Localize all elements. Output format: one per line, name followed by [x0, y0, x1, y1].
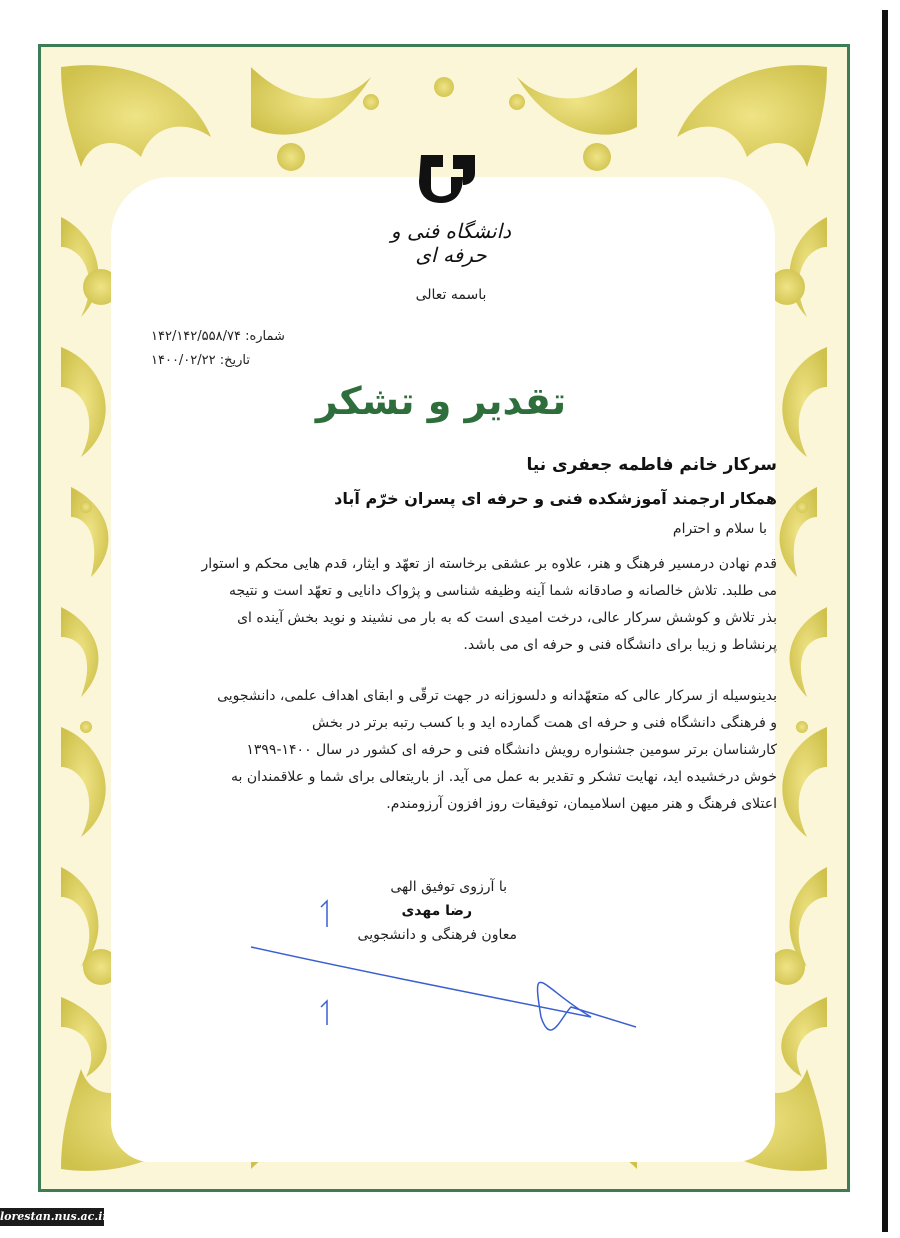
- body-paragraph-1: [137, 551, 777, 659]
- paragraph-line: اعتلای فرهنگ و هنر میهن اسلامیمان، توفیقات روز افزون آرزومندم.: [386, 796, 777, 812]
- paragraph-line: پرنشاط و زیبا برای دانشگاه فنی و حرفه ای می باشد.: [463, 637, 777, 653]
- website-badge: lorestan.nus.ac.ir: [0, 1208, 104, 1226]
- certificate-title: تقدیر و تشکر: [315, 379, 567, 423]
- certificate-content: [41, 47, 847, 1189]
- signer-role: معاون فرهنگی و دانشجویی: [357, 927, 517, 943]
- certificate-frame: [38, 44, 850, 1192]
- paragraph-line: بذر تلاش و کوشش سرکار عالی، درخت امیدی است که به بار می نشیند و نوید بخش آینده ای: [237, 610, 777, 626]
- university-logo-icon: [413, 147, 483, 207]
- university-logo-text: دانشگاه فنی و حرفه ای: [390, 219, 512, 267]
- signer-name: رضا مهدی: [401, 903, 472, 919]
- letter-number: شماره: ۱۴۲/۱۴۲/۵۵۸/۷۴: [151, 329, 285, 344]
- paragraph-line: و فرهنگی دانشگاه فنی و حرفه ای همت گمارده اید و با کسب رتبه برتر در بخش: [312, 715, 777, 731]
- paragraph-line: کارشناسان برتر سومین جشنواره رویش دانشگاه فنی و حرفه ای کشور در سال ۱۴۰۰-۱۳۹۹: [246, 742, 777, 758]
- invocation-text: باسمه تعالی: [415, 287, 487, 303]
- paragraph-line: بدینوسیله از سرکار عالی که متعهّدانه و دلسوزانه در جهت ترقّی و ابقای اهداف علمی، دانشجویی: [217, 688, 777, 704]
- body-paragraph-2: [137, 683, 777, 818]
- handwritten-signature: [241, 867, 641, 1047]
- paragraph-line: خوش درخشیده اید، نهایت تشکر و تقدیر به عمل می آید. از باریتعالی برای شما و علاقمندان به: [231, 769, 777, 785]
- greeting: با سلام و احترام: [672, 521, 767, 537]
- recipient-role: همکار ارجمند آموزشکده فنی و حرفه ای پسران خرّم آباد: [334, 489, 777, 508]
- paragraph-line: می طلبد. تلاش خالصانه و صادقانه شما آینه وظیفه شناسی و پژواک دانایی و تعهّد است و نتیجه: [228, 583, 777, 599]
- paragraph-line: قدم نهادن درمسیر فرهنگ و هنر، علاوه بر عشقی برخاسته از تعهّد و ایثار، قدم هایی محکم و استوار: [201, 556, 777, 572]
- recipient-name: سرکار خانم فاطمه جعفری نیا: [526, 455, 777, 475]
- closing-text: با آرزوی توفیق الهی: [390, 879, 507, 895]
- scan-edge: [882, 10, 888, 1232]
- letter-date: تاریخ: ۱۴۰۰/۰۲/۲۲: [151, 353, 251, 368]
